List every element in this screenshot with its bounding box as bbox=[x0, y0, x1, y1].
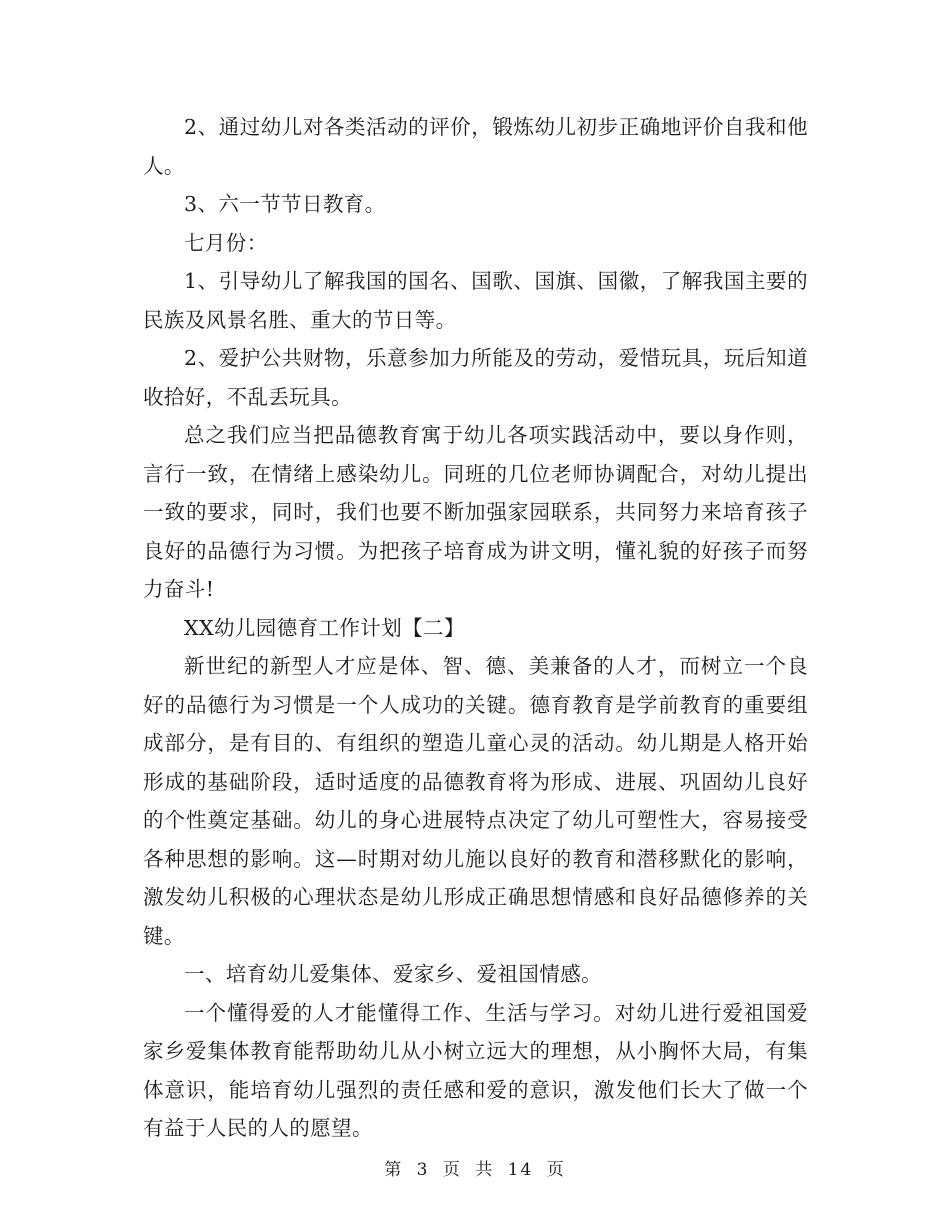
paragraph-summary: 总之我们应当把品德教育寓于幼儿各项实践活动中，要以身作则，言行一致，在情绪上感染幼儿。同班的几位老师协调配合，对幼儿提出一致的要求，同时，我们也要不断加强家园联系，共同努力来培育孩子良好的品德行为习惯。为把孩子培育成为讲文明，懂礼貌的好孩子而努力奋斗! bbox=[143, 423, 808, 601]
section-title-plan-two: XX幼儿园德育工作计划【二】 bbox=[184, 615, 465, 640]
document-body bbox=[143, 108, 808, 1148]
paragraph-introduction: 新世纪的新型人才应是体、智、德、美兼备的人才，而树立一个良好的品德行为习惯是一个人成功的关键。德育教育是学前教育的重要组成部分，是有目的、有组织的塑造儿童心灵的活动。幼儿期是人格开始形成的基础阶段，适时适度的品德教育将为形成、进展、巩固幼儿良好的个性奠定基础。幼儿的身心进展特点决定了幼儿可塑性大，容易接受各种思想的影响。这—时期对幼儿施以良好的教育和潜移默化的影响，激发幼儿积极的心理状态是幼儿形成正确思想情感和良好品德修养的关键。 bbox=[143, 654, 808, 948]
paragraph-national-symbols: 1、引导幼儿了解我国的国名、国歌、国旗、国徽，了解我国主要的民族及风景名胜、重大的节日等。 bbox=[143, 269, 808, 332]
heading-love-collective: 一、培育幼儿爱集体、爱家乡、爱祖国情感。 bbox=[184, 962, 602, 986]
paragraph-evaluation: 2、通过幼儿对各类活动的评价，锻炼幼儿初步正确地评价自我和他人。 bbox=[143, 115, 808, 178]
heading-july: 七月份： bbox=[184, 230, 268, 255]
paragraph-childrens-day: 3、六一节节日教育。 bbox=[184, 192, 386, 216]
paragraph-public-property: 2、爱护公共财物，乐意参加力所能及的劳动，爱惜玩具，玩后知道收拾好，不乱丢玩具。 bbox=[143, 346, 808, 409]
page-number-footer: 第 3 页 共 14 页 bbox=[384, 1160, 566, 1180]
paragraph-love-education: 一个懂得爱的人才能懂得工作、生活与学习。对幼儿进行爱祖国爱家乡爱集体教育能帮助幼儿从小树立远大的理想，从小胸怀大局，有集体意识，能培育幼儿强烈的责任感和爱的意识，激发他们长大了做一个有益于人民的人的愿望。 bbox=[143, 1000, 808, 1140]
